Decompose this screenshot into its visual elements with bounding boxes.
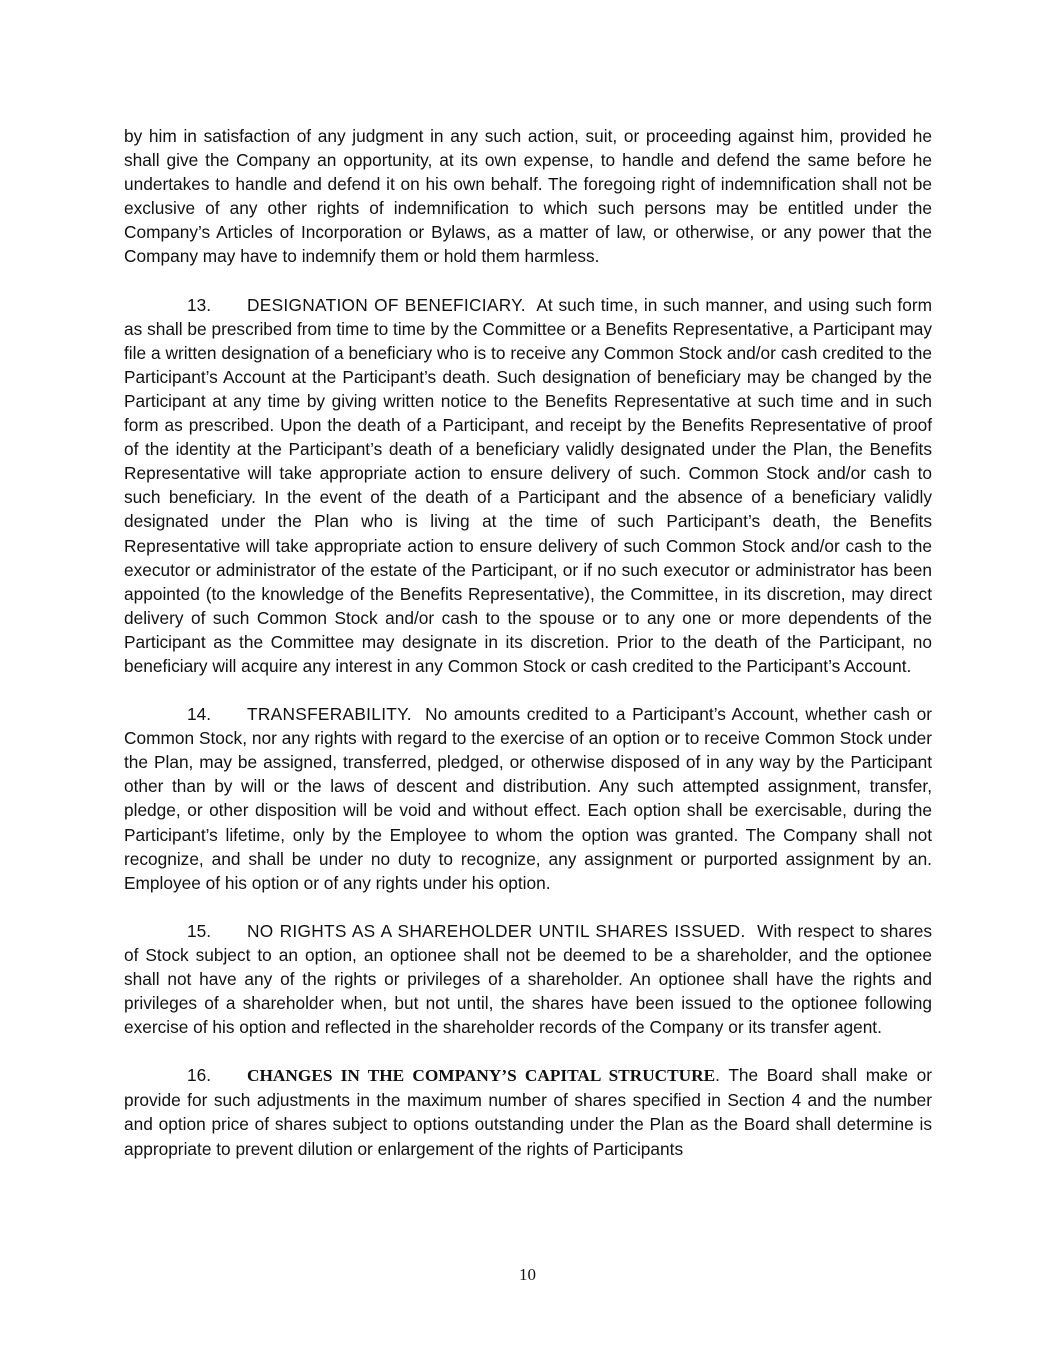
- section-number: 16.: [187, 1065, 212, 1086]
- intro-paragraph: by him in satisfaction of any judgment in any such action, suit, or proceeding against him, provided he shall give the Company an opportunity, at its own expense, to handle and defend the same before he undertakes to handle and defend it on his own behalf. The foregoing right of indemnification shall not be exclusive of any other rights of indemnification to which such persons may be entitled under the Company’s Articles of Incorporation or Bylaws, as a matter of law, or otherwise, or any power that the Company may have to indemnify them or hold them harmless.: [124, 126, 932, 267]
- section-body: At such time, in such manner, and using such form as shall be prescribed from time to time by the Committee or a Benefits Representative, a Participant may file a written designation of a beneficiary who is to receive any Common Stock and/or cash credited to the Participant’s Account at the Participant’s death. Such designation of beneficiary may be changed by the Participant at any time by giving written notice to the Benefits Representative at such time and in such form as prescribed. Upon the death of a Participant, and receipt by the Benefits Representative of proof of the identity at the Participant’s death of a beneficiary validly designated under the Plan, the Benefits Representative will take appropriate action to ensure delivery of such. Common Stock and/or cash to such beneficiary. In the event of the death of a Participant and the absence of a beneficiary validly designated under the Plan who is living at the time of such Participant’s death, the Benefits Representative will take appropriate action to ensure delivery of such Common Stock and/or cash to the executor or administrator of the estate of the Participant, or if no such executor or administrator has been appointed (to the knowledge of the Benefits Representative), the Committee, in its discretion, may direct delivery of such Common Stock and/or cash to the spouse or to any one or more dependents of the Participant as the Committee may designate in its discretion. Prior to the death of the Participant, no beneficiary will acquire any interest in any Common Stock or cash credited to the Participant’s Account.: [124, 294, 932, 676]
- section-number: 15.: [187, 920, 212, 941]
- section-body: No amounts credited to a Participant’s Account, whether cash or Common Stock, nor any rights with regard to the exercise of an option or to receive Common Stock under the Plan, may be assigned, transferred, pledged, or otherwise disposed of in any way by the Participant other than by will or the laws of descent and distribution. Any such attempted assignment, transfer, pledge, or other disposition will be void and without effect. Each option shall be exercisable, during the Participant’s lifetime, only by the Employee to whom the option was granted. The Company shall not recognize, and shall be under no duty to recognize, any assignment or purported assignment by an. Employee of his option or of any rights under his option.: [124, 704, 933, 893]
- section-heading: DESIGNATION OF BENEFICIARY.: [247, 294, 526, 315]
- section-16: [124, 1063, 932, 1160]
- section-number: 13.: [187, 294, 212, 315]
- section-heading: NO RIGHTS AS A SHAREHOLDER UNTIL SHARES ISSUED.: [247, 920, 746, 941]
- section-number: 14.: [187, 704, 212, 725]
- section-15: [124, 919, 932, 1039]
- section-14: [124, 702, 932, 895]
- section-13: [124, 293, 932, 679]
- section-body: . The Board shall make or provide for such adjustments in the maximum number of shares specified in Section 4 and the number and option price of shares subject to options outstanding under the Plan as the Board shall determine is appropriate to prevent dilution or enlargement of the rights of Participants: [124, 1065, 932, 1159]
- section-heading: TRANSFERABILITY.: [247, 704, 412, 725]
- section-body: With respect to shares of Stock subject to an option, an optionee shall not be deemed to be a shareholder, and the optionee shall not have any of the rights or privileges of a shareholder. An optionee shall have the rights and privileges of a shareholder when, but not until, the shares have been issued to the optionee following exercise of his option and reflected in the shareholder records of the Company or its transfer agent.: [124, 920, 933, 1038]
- document-page: [124, 124, 932, 1185]
- page-number: 10: [519, 1265, 536, 1284]
- section-heading: CHANGES IN THE COMPANY’S CAPITAL STRUCTURE: [247, 1066, 716, 1086]
